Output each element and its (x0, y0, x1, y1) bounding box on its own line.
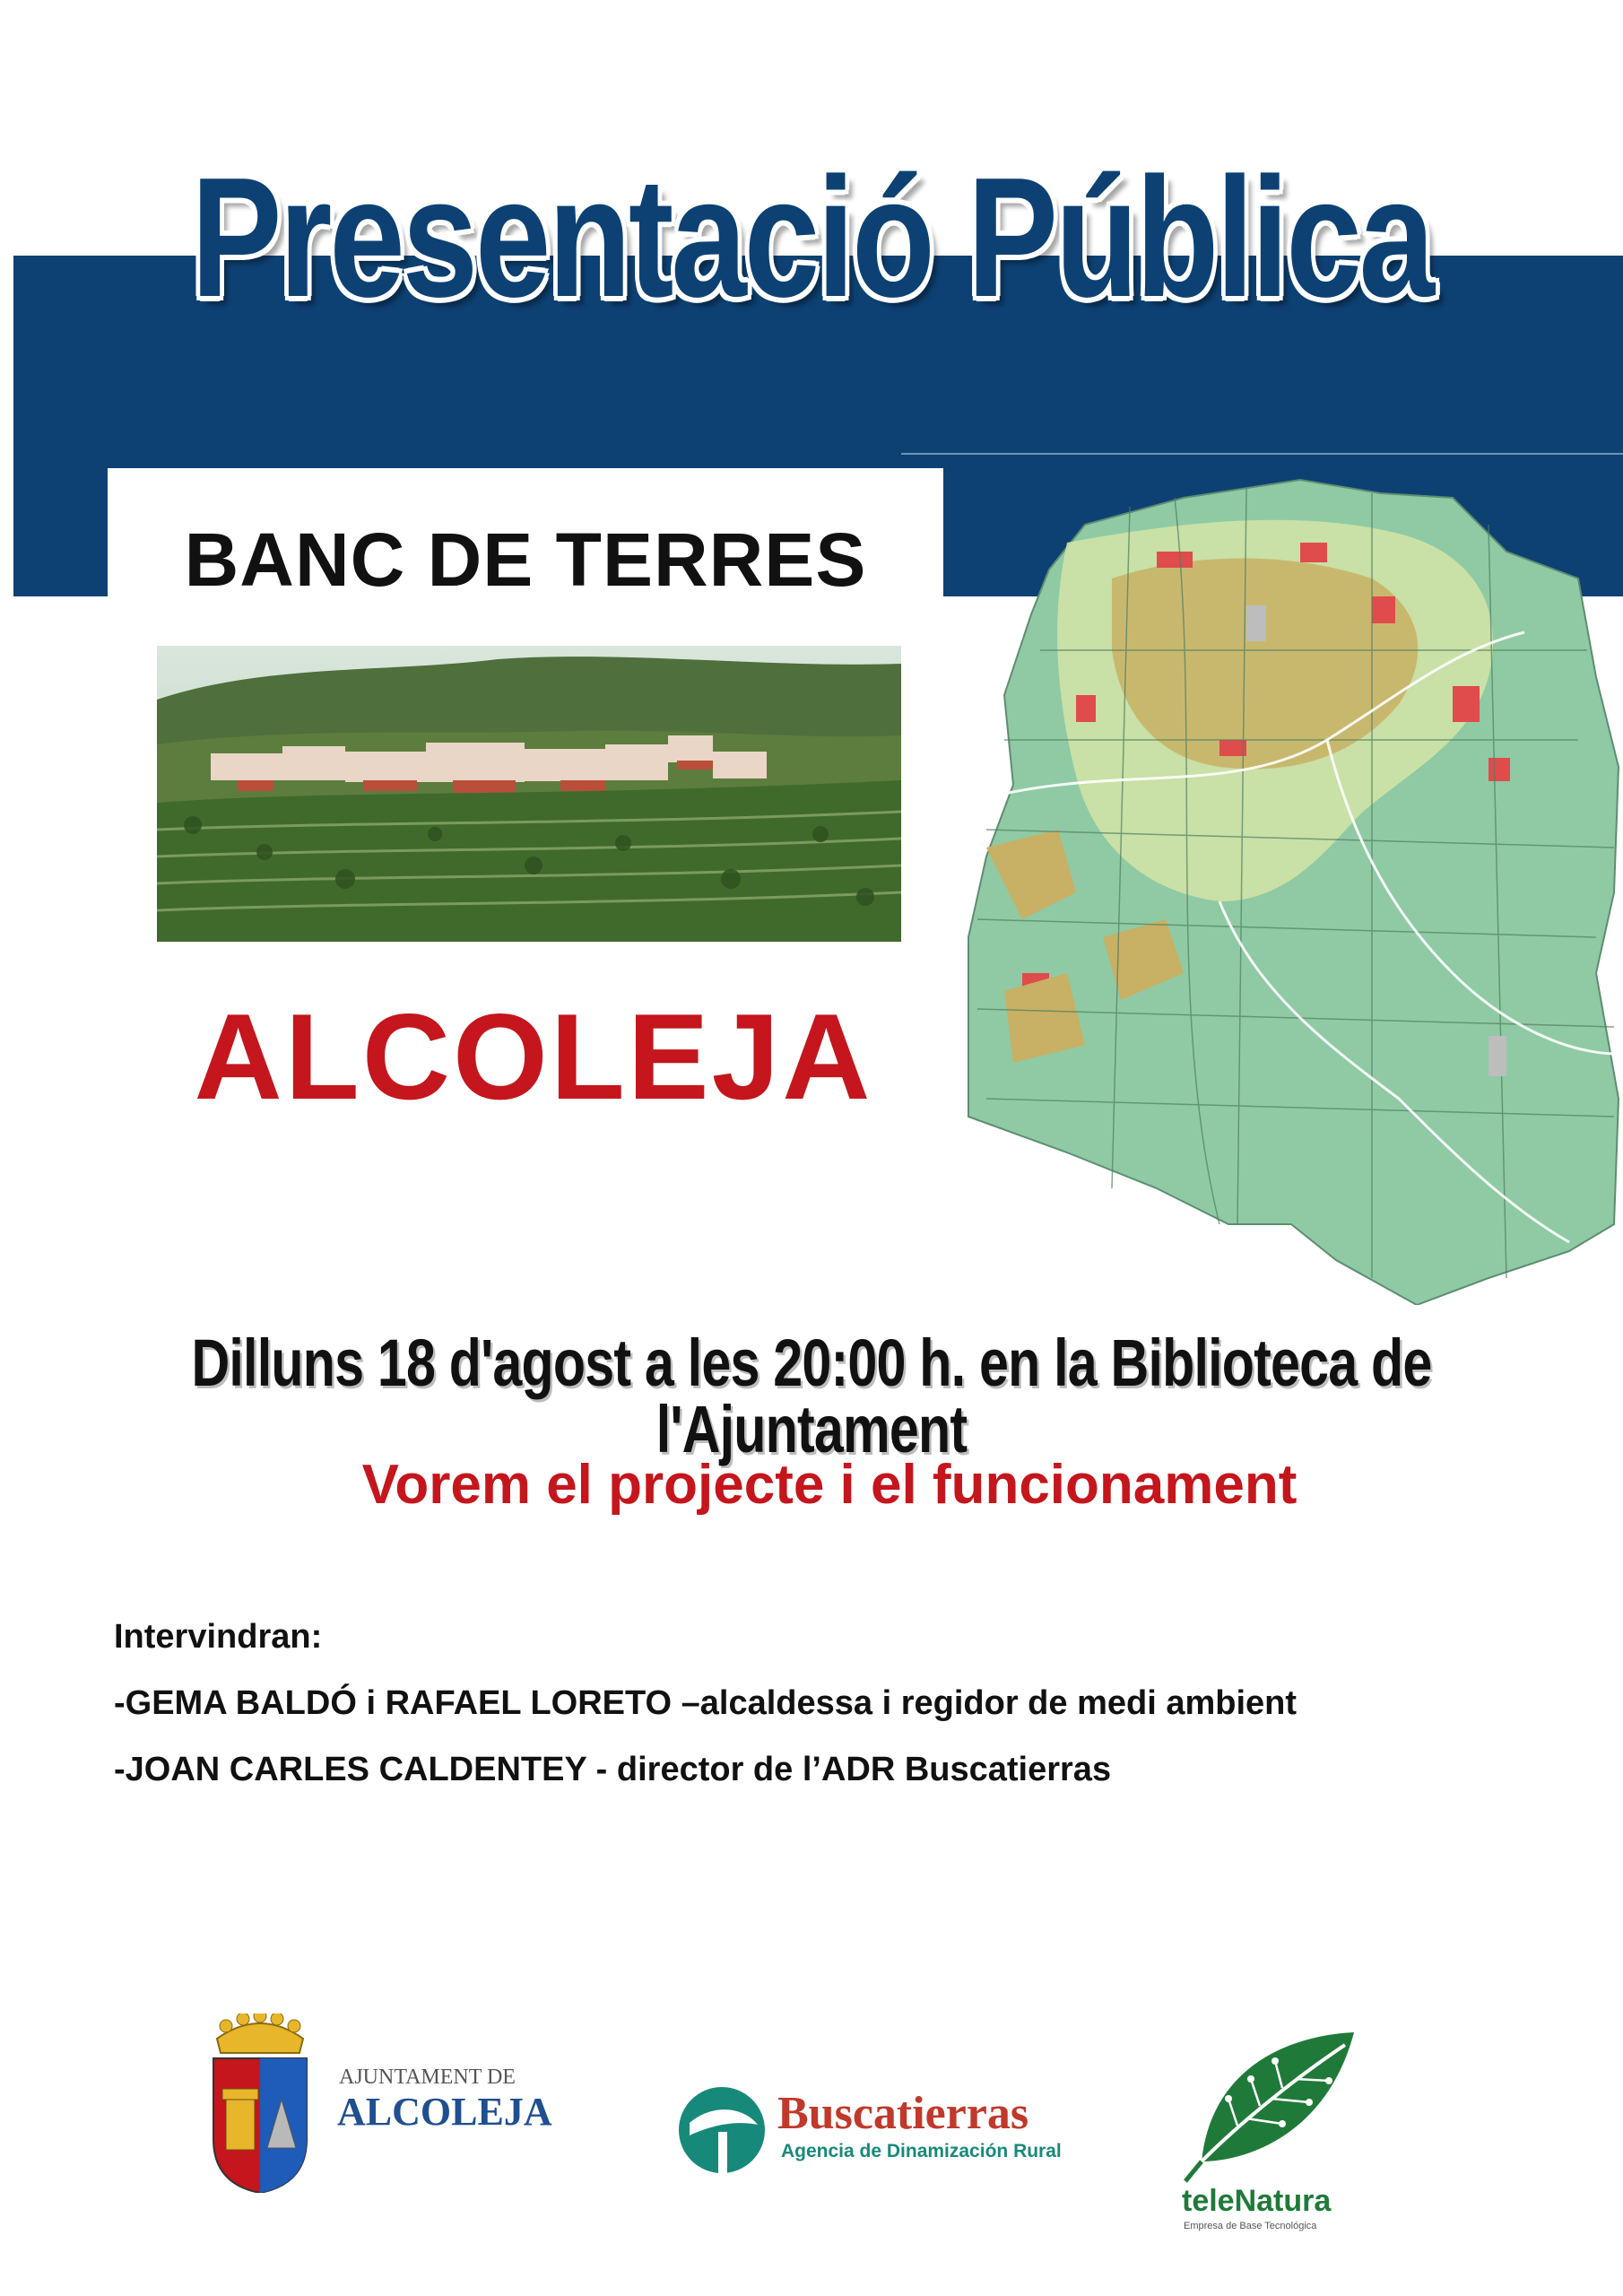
buscatierras-tagline: Agencia de Dinamización Rural (781, 2141, 1062, 2161)
speaker-line: -JOAN CARLES CALDENTEY - director de l’ADR Buscatierras (114, 1751, 1112, 1788)
telenatura-logo (1175, 2027, 1372, 2242)
ajuntament-town: ALCOLEJA (337, 2090, 552, 2134)
telenatura-tagline: Empresa de Base Tecnológica (1184, 2221, 1317, 2231)
speaker-line: -GEMA BALDÓ i RAFAEL LORETO –alcaldessa i regidor de medi ambient (114, 1684, 1298, 1722)
band-divider (901, 453, 1623, 455)
village-photo (157, 646, 901, 942)
event-subtitle: Vorem el projecte i el funcionament (361, 1454, 1298, 1516)
event-date-location: Dilluns 18 d'agost a les 20:00 h. en la Biblioteca de l'Ajuntament (191, 1326, 1432, 1466)
ajuntament-logo (206, 2013, 583, 2193)
town-name: ALCOLEJA (194, 988, 873, 1125)
ajuntament-label: AJUNTAMENT DE (339, 2066, 516, 2089)
leaf-icon (679, 2087, 765, 2173)
circuit-leaf-icon (1185, 2032, 1354, 2181)
speakers-heading: Intervindran: (114, 1618, 323, 1656)
buscatierras-logo (677, 2076, 1098, 2184)
buscatierras-name: Buscatierras (777, 2088, 1029, 2139)
coat-of-arms-icon (213, 2013, 307, 2193)
speakers-section (114, 1610, 1549, 1809)
telenatura-name: teleNatura (1182, 2184, 1332, 2218)
cadastral-map (950, 471, 1623, 1305)
page-title: Presentació Pública (191, 143, 1432, 333)
project-name: BANC DE TERRES (184, 517, 867, 602)
